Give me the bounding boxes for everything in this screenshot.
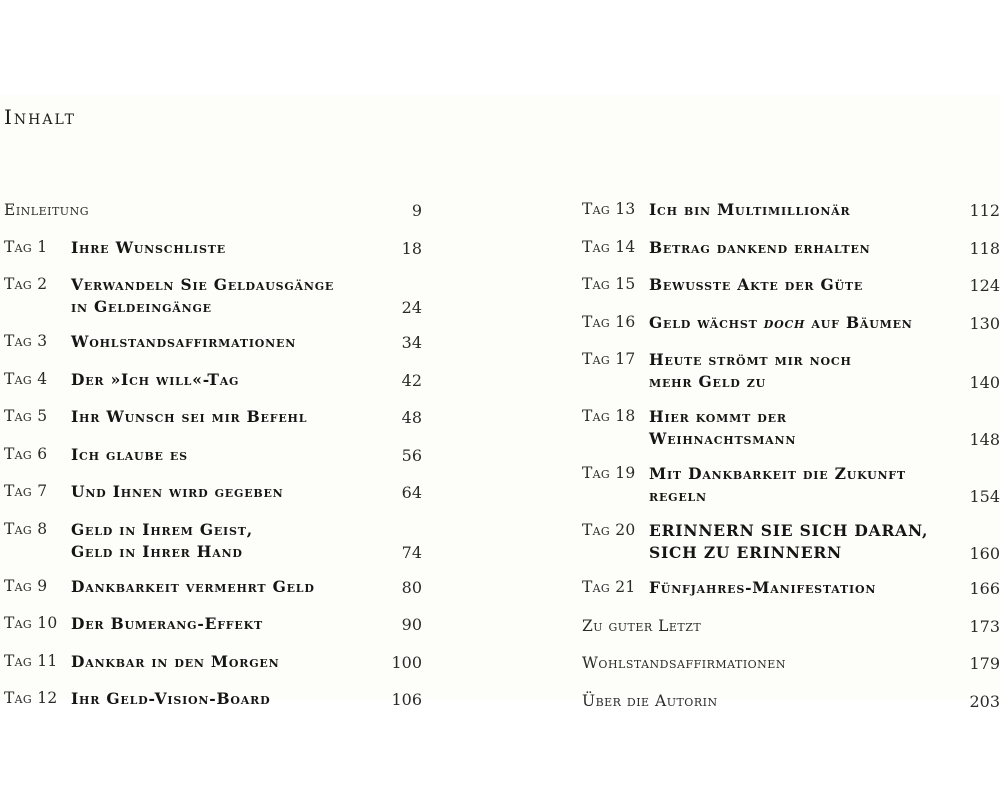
toc-entry-title — [71, 444, 378, 466]
toc-entry-title — [582, 652, 956, 674]
toc-day-label: Tag 21 — [582, 578, 636, 596]
toc-page-number: 160 — [969, 544, 1000, 563]
toc-entry-title — [649, 577, 956, 599]
toc-entry[interactable] — [582, 520, 1000, 564]
toc-page-number: 9 — [411, 201, 422, 220]
toc-page — [0, 95, 1000, 711]
toc-title-line — [649, 312, 956, 334]
toc-page-number: 90 — [401, 615, 422, 634]
toc-day-label: Tag 5 — [4, 407, 48, 425]
toc-entry-title — [649, 312, 956, 334]
toc-entry[interactable] — [4, 444, 422, 466]
toc-title-line: Hier kommt der — [649, 407, 787, 426]
toc-page-number: 166 — [969, 579, 1000, 598]
toc-page-number: 173 — [969, 616, 1000, 636]
toc-page-number: 154 — [969, 487, 1000, 506]
toc-title-line: Zu guter Letzt — [582, 616, 702, 635]
toc-title-line: Wohlstandsaffirmationen — [71, 332, 297, 351]
toc-entry[interactable] — [582, 274, 1000, 296]
toc-entry-title — [71, 331, 378, 353]
toc-title-line: Ich bin Multimillionär — [649, 200, 851, 219]
toc-title-line: Bewusste Akte der Güte — [649, 275, 864, 294]
toc-entry-title — [649, 274, 956, 296]
toc-right-column — [582, 199, 1000, 727]
toc-page-number: 203 — [969, 691, 1000, 711]
toc-page-number: 140 — [969, 373, 1000, 392]
toc-entry[interactable] — [582, 577, 1000, 599]
toc-page-number: 112 — [969, 201, 1000, 220]
toc-entry-title — [71, 688, 378, 710]
toc-title-line: Ihre Wunschliste — [71, 237, 226, 257]
toc-title-line: Fünfjahres-Manifestation — [649, 578, 877, 597]
toc-page-number: 74 — [401, 542, 422, 562]
toc-entry-title — [71, 274, 378, 318]
toc-page-number: 34 — [401, 333, 422, 352]
toc-day-label: Tag 4 — [4, 369, 48, 388]
toc-title-line: Wohlstandsaffirmationen — [582, 654, 786, 672]
toc-entry-title — [71, 651, 378, 673]
toc-entry[interactable] — [582, 406, 1000, 450]
toc-left-column — [4, 199, 422, 726]
toc-title-line: Ihr Wunsch sei mir Befehl — [71, 407, 308, 426]
toc-entry[interactable] — [4, 613, 422, 635]
toc-entry-title — [649, 406, 956, 450]
toc-title-line: Dankbar in den Morgen — [71, 651, 280, 671]
toc-page-number: 56 — [401, 445, 422, 465]
toc-title-line: mehr Geld zu — [649, 372, 767, 391]
toc-page-number: 48 — [401, 408, 422, 427]
toc-page-number: 106 — [391, 690, 422, 709]
toc-title-line: in Geldeingänge — [71, 297, 212, 316]
toc-entry[interactable] — [582, 615, 1000, 637]
toc-entry-title — [71, 481, 378, 503]
toc-day-label: Tag 16 — [582, 312, 636, 331]
toc-title-line: Geld in Ihrem Geist, — [71, 519, 253, 539]
toc-entry[interactable] — [4, 481, 422, 503]
toc-page-number: 124 — [969, 276, 1000, 295]
toc-day-label: Tag 7 — [4, 482, 48, 500]
toc-title-line: Der Bumerang-Effekt — [71, 614, 263, 633]
toc-entry[interactable] — [582, 237, 1000, 259]
toc-day-label: Tag 9 — [4, 576, 48, 595]
toc-entry[interactable] — [582, 690, 1000, 712]
toc-entry-title — [649, 463, 956, 507]
toc-entry-title — [71, 613, 378, 635]
toc-title-line: Verwandeln Sie Geldausgänge — [71, 275, 335, 294]
toc-page-number: 148 — [969, 430, 1000, 449]
toc-title-part: auf Bäumen — [805, 312, 913, 332]
toc-entry[interactable] — [4, 331, 422, 353]
toc-title-part: Geld wächst — [649, 312, 764, 332]
toc-entry-title — [71, 237, 378, 259]
toc-day-label: Tag 17 — [582, 350, 636, 368]
toc-page-number: 179 — [969, 654, 1000, 673]
toc-day-label: Tag 8 — [4, 519, 48, 538]
toc-entry-title — [649, 199, 956, 221]
toc-entry[interactable] — [4, 519, 422, 563]
toc-entry[interactable] — [4, 406, 422, 428]
toc-day-label: Tag 14 — [582, 237, 636, 256]
toc-title-line: Der »Ich will«-Tag — [71, 369, 240, 389]
toc-page-number: 80 — [401, 577, 422, 597]
toc-entry-title — [582, 615, 956, 637]
toc-entry[interactable] — [4, 274, 422, 318]
toc-day-label: Tag 13 — [582, 200, 636, 218]
toc-page-number: 100 — [391, 652, 422, 672]
toc-title-line: Ihr Geld-Vision-Board — [71, 689, 271, 708]
toc-day-label: Tag 10 — [4, 614, 58, 632]
toc-entry[interactable] — [4, 688, 422, 710]
toc-title-line: Und Ihnen wird gegeben — [71, 482, 284, 501]
toc-day-label: Tag 19 — [582, 464, 636, 482]
toc-entry-title — [71, 369, 378, 391]
toc-heading: Inhalt — [4, 105, 76, 129]
toc-title-line: Dankbarkeit vermehrt Geld — [71, 576, 315, 596]
toc-title-line: Weihnachtsmann — [649, 429, 797, 448]
toc-page-number: 42 — [401, 370, 422, 390]
toc-title-line: SICH ZU ERINNERN — [649, 543, 842, 562]
toc-title-line: Mit Dankbarkeit die Zukunft — [649, 464, 906, 483]
toc-title-line: Ich glaube es — [71, 444, 188, 464]
toc-entry-title — [71, 576, 378, 598]
toc-entry[interactable] — [582, 199, 1000, 221]
toc-page-number: 24 — [401, 298, 422, 317]
toc-day-label: Tag 20 — [582, 521, 636, 539]
toc-title-line: Über die Autorin — [582, 691, 718, 710]
toc-title-line: Betrag dankend erhalten — [649, 237, 871, 257]
toc-entry[interactable] — [4, 651, 422, 673]
toc-day-label: Tag 3 — [4, 332, 48, 350]
toc-day-label: Tag 1 — [4, 237, 48, 256]
toc-day-label: Tag 6 — [4, 444, 48, 463]
toc-page-number: 64 — [401, 483, 422, 502]
toc-entry[interactable] — [582, 349, 1000, 393]
toc-day-label: Tag 11 — [4, 651, 58, 670]
toc-title-line: ERINNERN SIE SICH DARAN, — [649, 521, 929, 540]
toc-page-number: 118 — [969, 238, 1000, 258]
toc-entry-title — [71, 406, 378, 428]
toc-entry[interactable] — [4, 199, 422, 221]
toc-title-line: Geld in Ihrer Hand — [71, 541, 243, 561]
toc-day-label: Tag 18 — [582, 407, 636, 425]
toc-entry-title — [649, 520, 956, 564]
toc-entry-title — [71, 519, 378, 563]
toc-title-line: Heute strömt mir noch — [649, 350, 852, 369]
toc-title-emphasis: doch — [763, 312, 806, 332]
toc-entry[interactable] — [582, 312, 1000, 334]
toc-entry-title — [649, 349, 956, 393]
toc-entry[interactable] — [4, 369, 422, 391]
toc-day-label: Tag 15 — [582, 275, 636, 293]
toc-page-number: 130 — [969, 313, 1000, 333]
toc-entry-title — [649, 237, 956, 259]
toc-page-number: 18 — [401, 238, 422, 258]
toc-entry-title — [582, 690, 956, 712]
toc-title-line: regeln — [649, 486, 707, 505]
toc-entry-title — [4, 199, 378, 221]
toc-entry[interactable] — [4, 237, 422, 259]
toc-day-label: Tag 12 — [4, 689, 58, 707]
toc-entry[interactable] — [582, 652, 1000, 674]
toc-day-label: Tag 2 — [4, 275, 48, 293]
toc-entry[interactable] — [4, 576, 422, 598]
toc-entry[interactable] — [582, 463, 1000, 507]
toc-title-line: Einleitung — [4, 201, 89, 219]
